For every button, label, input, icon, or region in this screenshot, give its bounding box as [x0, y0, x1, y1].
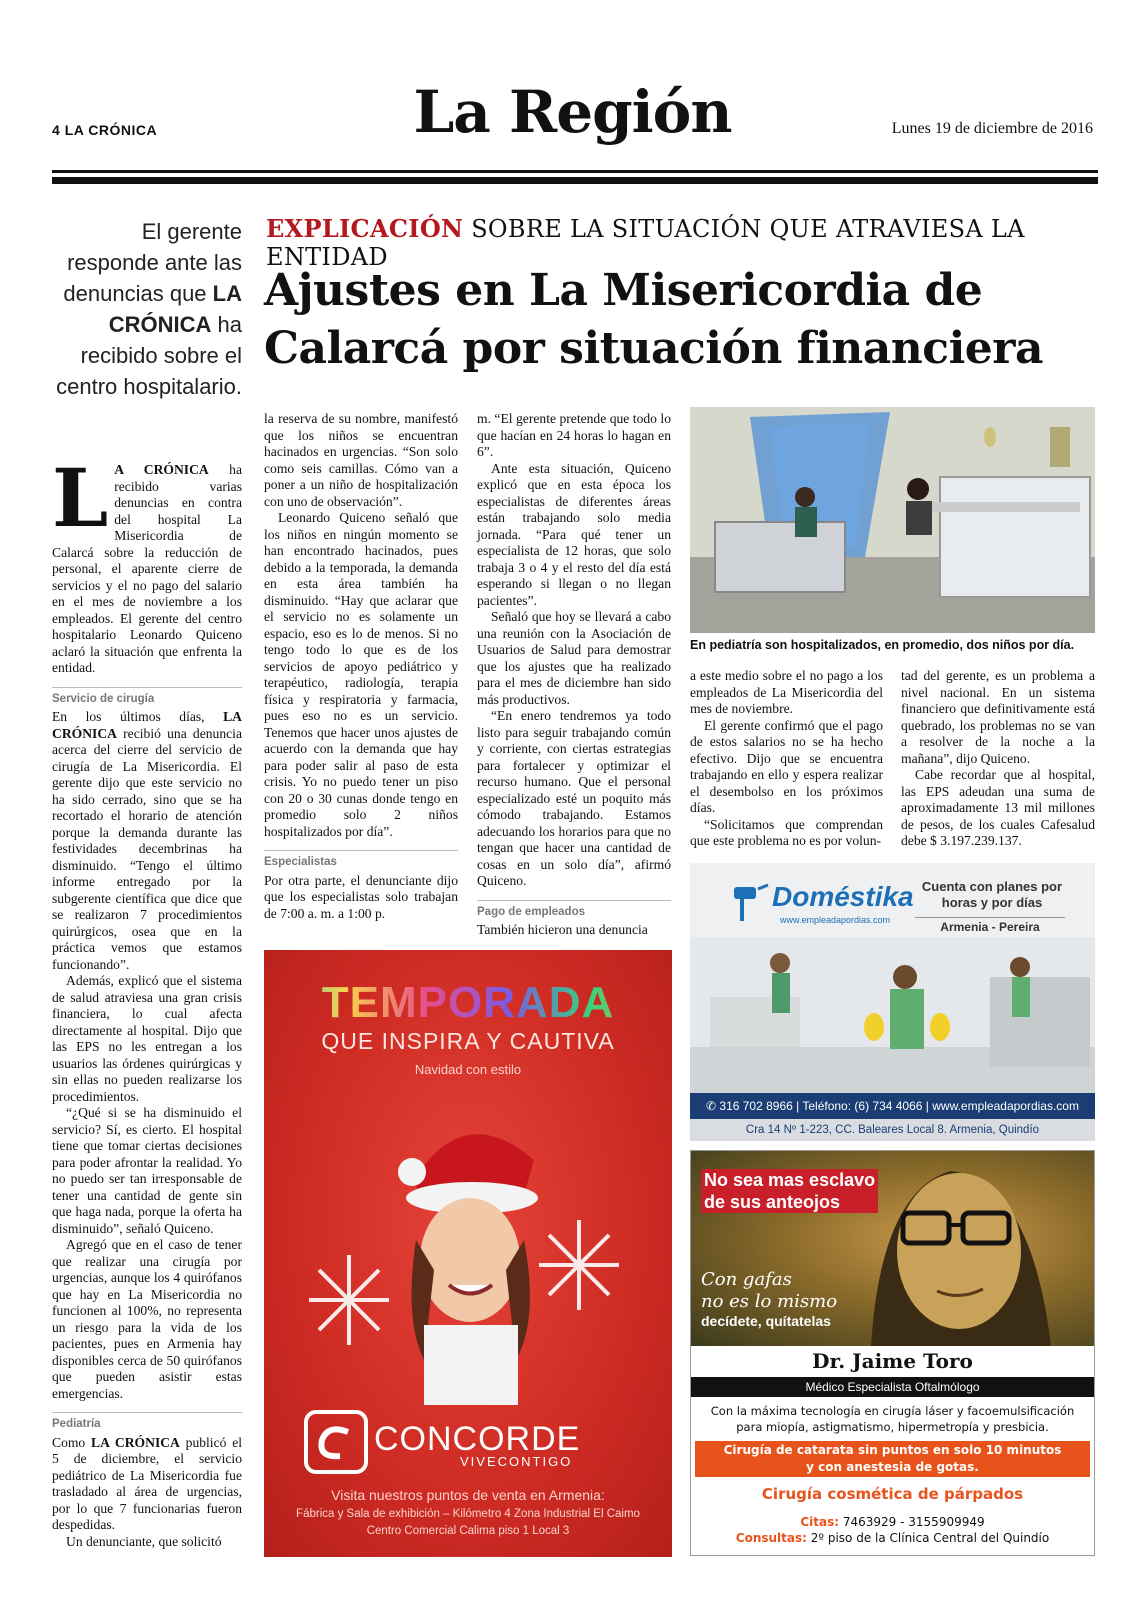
article-column-4 — [690, 668, 883, 850]
ad-location-2: Centro Comercial Calima piso 1 Local 3 — [366, 1525, 570, 1537]
article-column-3 — [477, 411, 671, 939]
snowflake-icon — [309, 1255, 389, 1345]
tech-line1: Con la máxima tecnología en cirugía láser y facoemulsificación — [710, 1404, 1075, 1418]
header-rule-thin — [52, 170, 1098, 173]
ad-cta: decídete, quítatelas — [701, 1313, 831, 1329]
paper-name: LA CRÓNICA — [64, 122, 158, 138]
ad-specialty: Médico Especialista Oftalmólogo — [691, 1377, 1094, 1397]
ad-plans: Cuenta con planes por horas y por días — [921, 879, 1063, 910]
ad-tagline: Navidad con estilo — [414, 1062, 522, 1077]
article-deck — [52, 216, 242, 402]
intro-bold: A CRÓNICA — [114, 462, 209, 477]
ad-logo: Doméstika — [772, 881, 914, 912]
paragraph: la reserva de su nombre, manifestó que los niños se encuentran hacinados en urgencias. “Son solo como seis camillas. Cómo van a poner a un niño de hospitalización con uno de observación”. — [264, 411, 458, 509]
article-column-1 — [52, 451, 242, 1550]
paragraph: a este medio sobre el no pago a los empleados de La Misericordia del mes de noviembre. — [690, 668, 883, 716]
ad-web-small: www.empleadapordias.com — [780, 915, 891, 925]
domestika-ad[interactable] — [690, 863, 1095, 1141]
paragraph: “En enero tendremos ya todo listo para seguir trabajando común y corriente, con ciertas estrategias para fortalecer y optimizar el recurso humano. Que el personal especializado esté un poquito más cómodo trabajando. Estamos adecuando los horarios para que no tengan que hacer una cantidad de cosas en un solo día”, afirmó Quiceno. — [477, 708, 671, 888]
intro-paragraph — [52, 451, 242, 677]
concorde-logo-icon — [304, 1410, 368, 1474]
snowflake-icon — [539, 1220, 619, 1310]
paragraph: Leonardo Quiceno señaló que los niños en ningún momento se han encontrado hacinados, pues debido a la temporada, la demanda en esta área también ha disminuido. “Hay que aclarar que el servicio no es solamente un espacio, eso es lo de menos. Si no tengo todo lo que es de los servicios de apoyo pediátrico y terapéutico, radiología, terapia física y respiratoria y farmacia, pues eso no es un servicio. Tenemos que hacer unos ajustes de acuerdo con la demanda que hay para poder salir al paso de esta crisis. Yo no puedo tener un piso con 20 o 30 cunas donde tengo en promedio solo 2 niños hospitalizados por día”. — [264, 510, 458, 839]
text-run: En los últimos días, — [52, 709, 224, 724]
paragraph — [52, 709, 242, 973]
paragraph: Ante esta situación, Quiceno explicó que en esta época los especialistas de diferentes áreas están trabajando solo media jornada. “Para qué tener un especialista de 12 horas, que solo trabaja 3 o 4 y el resto del día está esperando si llegan o no llegan pacientes”. — [477, 460, 671, 608]
drop-cap: L — [52, 451, 109, 545]
ad-location-1: Fábrica y Sala de exhibición – Kilómetro 4 Zona Industrial El Caimo — [296, 1508, 640, 1520]
ad-cataract-banner — [695, 1441, 1090, 1477]
issue-date: Lunes 19 de diciembre de 2016 — [891, 120, 1093, 137]
deck-line1: El gerente responde ante las denuncias que — [63, 219, 242, 306]
paragraph: m. “El gerente pretende que todo lo que hacían en 24 horas lo hagan en 6”. — [477, 411, 671, 459]
article-column-5 — [901, 668, 1095, 850]
paragraph: “Solicitamos que comprendan que este problema no es por volun- — [690, 816, 883, 848]
kicker-red: EXPLICACIÓN — [266, 214, 464, 243]
ad-appointments — [691, 1515, 1094, 1529]
ad-contact: 316 702 8966 | Teléfono: (6) 734 4066 | www.empleadapordias.com — [719, 1099, 1079, 1113]
deck-bold: LA CRÓNICA — [108, 281, 242, 337]
text-run: Como — [52, 1434, 92, 1450]
text-run: recibió una denuncia acerca del cierre del servicio de cirugía de La Misericordia. El gerente dijo que este servicio no ha sido cerrado, sino que se ha recortado el horario de atención porque la demanda durante las festividades decembrinas ha disminuido. “Tengo el último informe entregado por la subgerente científica que dice que se realizaron 7 procedimientos quirúrgicos, osea que en la práctica vemos que estamos funcionando”. — [52, 725, 242, 972]
paragraph: “¿Qué si se ha disminuido el servicio? Sí, es cierto. El hospital tiene que tomar ciertas decisiones para poder afrontar la realidad. Yo no puedo ser tan irresponsable de tener una cantidad de gente sin que haga nada, porque la oferta ha disminuido”, señaló Quiceno. — [52, 1105, 242, 1236]
paragraph: También hicieron una denuncia — [477, 922, 648, 937]
optics-ad[interactable] — [690, 1150, 1095, 1556]
paragraph: Un denunciante, que solicitó — [66, 1533, 222, 1549]
script-line1: Con gafas — [701, 1269, 792, 1290]
pediatrics-photo — [690, 407, 1095, 633]
page-number: 4 — [52, 122, 61, 138]
headline-line1: No sea mas esclavo — [704, 1170, 876, 1190]
section-title: La Región — [413, 78, 732, 146]
ad-doctor-name: Dr. Jaime Toro — [812, 1349, 973, 1373]
ad-address: Cra 14 Nº 1-223, CC. Baleares Local 8. Armenia, Quindío — [690, 1119, 1095, 1141]
consultas-location: 2º piso de la Clínica Central del Quindío — [806, 1531, 1050, 1545]
consultas-label: Consultas: — [735, 1531, 807, 1545]
paragraph: El gerente confirmó que el pago de estos salarios no se ha hecho efectivo. Dijo que se encuentra trabajando en ello y espera realizar el desembolso en los próximos días. — [690, 717, 883, 815]
citas-label: Citas: — [800, 1515, 840, 1529]
ad-slogan: VIVECONTIGO — [460, 1454, 573, 1469]
intro-text: ha recibido varias denuncias en contra del hospital La Misericordia de Calarcá sobre la reducción de personal, el aparente cierre de servicios y el no pago del salario en el mes de noviembre a los empleados. El gerente del centro hospitalario Leonardo Quiceno aclaró la situación que enfrenta la entidad. — [52, 462, 242, 675]
cataract-line2: y con anestesia de gotas. — [806, 1460, 979, 1474]
ad-consultations — [691, 1531, 1094, 1545]
text-bold: LA CRÓNICA — [91, 1434, 180, 1450]
ad-title: TEMPORADA — [264, 978, 672, 1028]
article-headline: Ajustes en La Misericordia de Calarcá por situación financiera — [264, 265, 1043, 374]
ad-script — [701, 1269, 837, 1313]
ad-technology — [691, 1403, 1094, 1435]
subhead-especialistas: Especialistas — [264, 850, 458, 871]
script-line2: no es lo mismo — [701, 1291, 838, 1312]
ad-cosmetic: Cirugía cosmética de párpados — [761, 1485, 1024, 1503]
citas-phones: 7463929 - 3155909949 — [839, 1515, 985, 1529]
paragraph — [52, 1435, 242, 1534]
cleaning-brush-icon — [730, 881, 770, 925]
text-run: publicó el 5 de diciembre, el servicio pediátrico de La Misericordia fue trasladado al área de urgencias, por lo que 7 funcionarias fueron despedidas. — [52, 1434, 242, 1532]
photo-illustration — [690, 407, 1095, 633]
cataract-line1: Cirugía de catarata sin puntos en solo 10 minutos — [723, 1443, 1062, 1457]
text-bold: LA CRÓNICA — [52, 709, 242, 741]
ad-subtitle: QUE INSPIRA Y CAUTIVA — [321, 1028, 615, 1054]
subhead-cirugia: Servicio de cirugía — [52, 687, 242, 708]
ad-contact-bar — [690, 1093, 1095, 1119]
deck-line2: ha recibido sobre el centro hospitalario. — [56, 312, 242, 399]
photo-caption: En pediatría son hospitalizados, en promedio, dos niños por día. — [690, 638, 1075, 652]
paragraph: Señaló que hoy se llevará a cabo una reunión con la Asociación de Usuarios de Salud para demostrar que los ajustes que ha realizado para el mes de diciembre han sido más productivos. — [477, 609, 671, 707]
paragraph: tad del gerente, es un problema a nivel nacional. En un sistema financiero que definitivamente está quebrado, los problemas no se van a resolver de la noche a la mañana”, dijo Quiceno. — [901, 668, 1095, 766]
subhead-pago: Pago de empleados — [477, 900, 671, 921]
ad-brand: CONCORDE — [374, 1420, 581, 1458]
header-rule-thick — [52, 177, 1098, 184]
phone-icon: ✆ — [706, 1099, 720, 1113]
paragraph: Agregó que en el caso de tener que realizar una cirugía por urgencias, aunque los 4 quirófanos que hay en La Misericordia no funcionen al 100%, no representa un riesgo para la vida de los pacientes, pues en Armenia hay disponibles cerca de 50 quirófanos que pueden asistir estas emergencias. — [52, 1237, 242, 1401]
ad-visit: Visita nuestros puntos de venta en Armenia: — [331, 1487, 605, 1503]
model-with-santa-hat-illustration — [304, 1090, 634, 1410]
concorde-ad[interactable] — [264, 950, 672, 1557]
tech-line2: para miopía, astigmatismo, hipermetropía y presbicia. — [736, 1420, 1049, 1434]
cleaning-scene-illustration — [690, 937, 1095, 1093]
kicker-rest: SOBRE LA SITUACIÓN QUE ATRAVIESA LA ENTIDAD — [266, 215, 1025, 271]
article-column-2 — [264, 411, 458, 922]
paragraph: Por otra parte, el denunciante dijo que los especialistas solo trabajan de 7:00 a. m. a 1:00 p. — [264, 872, 458, 921]
ad-cities: Armenia - Pereira — [915, 917, 1065, 934]
headline-line2: de sus anteojos — [704, 1192, 841, 1212]
paragraph: Además, explicó que el sistema de salud atraviesa una gran crisis financiera, lo cual afecta directamente al hospital. Dijo que las EPS no les entregan a los usuarios las órdenes quirúrgicas y sin ellas no pueden realizarse los procedimientos. — [52, 973, 242, 1104]
paragraph: Cabe recordar que al hospital, las EPS adeudan una suma de aproximadamente 13 mil millones de pesos, de los cuales Cafesalud debe $ 3.197.239.137. — [901, 767, 1095, 848]
subhead-pediatria: Pediatría — [52, 1412, 242, 1433]
ad-headline — [701, 1169, 878, 1213]
